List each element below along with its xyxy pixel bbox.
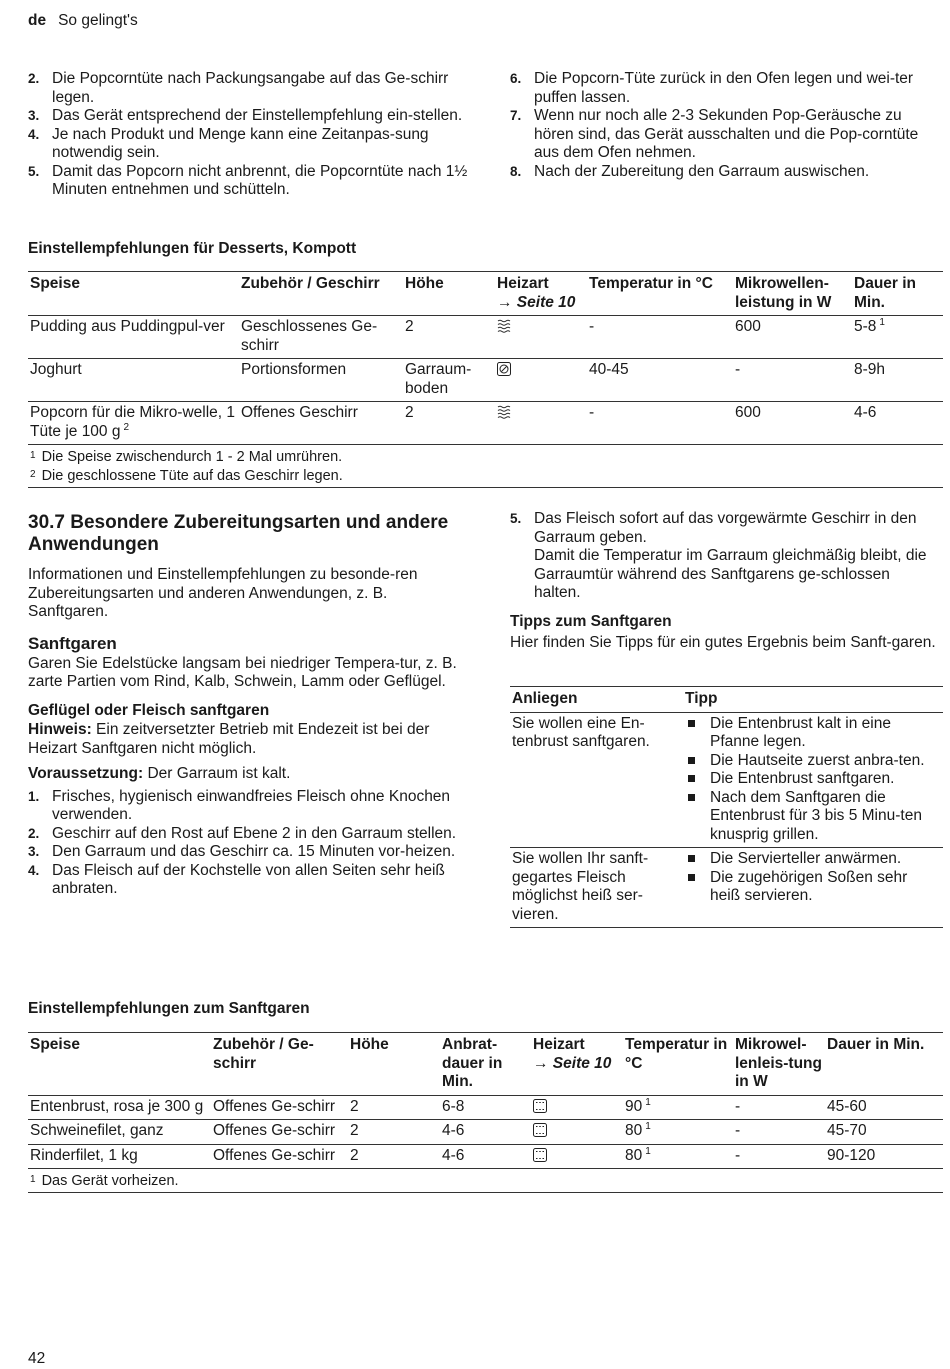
tipps-intro: Hier finden Sie Tipps für ein gutes Ergebnis beim Sanft-garen. <box>510 634 936 651</box>
col-heizart: Heizart → Seite 10 <box>495 272 587 316</box>
page-header <box>28 12 138 31</box>
step-item: 4. Das Fleisch auf der Kochstelle von allen Seiten sehr heiß anbraten. <box>28 861 445 897</box>
col-hoehe: Höhe <box>403 272 495 316</box>
microwave-icon <box>497 405 511 419</box>
footnote-marker: 1 <box>645 1096 651 1108</box>
list-item: Die Hautseite zuerst anbra-ten. <box>685 752 941 771</box>
hinweis: Hinweis: Ein zeitversetzter Betrieb mit Endezeit ist bei der Heizart Sanftgaren nicht möglich. <box>28 721 430 757</box>
table-footnotes <box>28 445 943 488</box>
list-item: Nach dem Sanftgaren die Entenbrust für 3 bis 5 Minu-ten knusprig grillen. <box>685 789 941 845</box>
tipp-list <box>685 715 941 845</box>
table-row: Popcorn für die Mikro-welle, 1 Tüte je 100 g $^2$ Offenes Geschirr 2 - 600 4-6 <box>28 402 943 445</box>
section-30-7 <box>28 512 468 899</box>
page-reference: → Seite 10 <box>533 1054 612 1072</box>
tipps-heading: Tipps zum Sanftgaren <box>510 612 672 630</box>
step-item: 1. Frisches, hygienisch einwandfreies Fleisch ohne Knochen verwenden. <box>28 787 451 823</box>
slow-cook-icon <box>533 1099 547 1113</box>
table-row: Joghurt Portionsformen Garraum-boden 40-45 - 8-9h <box>28 359 943 402</box>
table-row: Sie wollen Ihr sanft-gegartes Fleisch möglichst heiß ser-vieren. Die Servierteller anwärmen. Die zugehörigen Soßen sehr heiß servieren. <box>510 848 943 928</box>
step-item: 3. Das Gerät entsprechend der Einstellempfehlung ein-stellen. <box>28 107 463 124</box>
slow-cook-icon <box>533 1148 547 1162</box>
table-header-row <box>28 1033 943 1096</box>
table-header-row <box>510 687 943 713</box>
col-temperatur: Temperatur in °C <box>587 272 733 316</box>
section-title: 30.7 Besondere Zubereitungsarten und andere Anwendungen <box>28 512 449 555</box>
desserts-table-heading: Einstellempfehlungen für Desserts, Kompott <box>28 240 357 257</box>
col-dauer: Dauer in Min. <box>825 1033 943 1096</box>
footnote-marker: 1 <box>879 317 885 328</box>
footnote: $^1$ Das Gerät vorheizen. <box>30 1173 179 1189</box>
col-mikrowelle: Mikrowellen-leistung in W <box>733 272 852 316</box>
step-item: 8. Nach der Zubereitung den Garraum auswischen. <box>510 162 870 180</box>
footnote-marker: 1 <box>645 1145 651 1157</box>
list-item: Die Servierteller anwärmen. <box>685 850 941 869</box>
slow-cook-icon <box>533 1123 547 1137</box>
table-row: Pudding aus Puddingpul-ver Geschlossenes Ge-schirr 2 - 600 5-8 $^1$ <box>28 316 943 359</box>
table-row: Schweinefilet, ganz Offenes Ge-schirr 2 4-6 80 $^1$ - 45-70 <box>28 1120 943 1145</box>
yogurt-mode-icon <box>497 362 511 376</box>
sanftgaren-steps <box>28 788 468 899</box>
table-row: Rinderfilet, 1 kg Offenes Ge-schirr 2 4-6 80 $^1$ - 90-120 <box>28 1144 943 1169</box>
col-hoehe: Höhe <box>348 1033 440 1096</box>
col-zubehoer: Zubehör / Geschirr <box>239 272 403 316</box>
step-item: 5. Das Fleisch sofort auf das vorgewärmte Geschirr in den Garraum geben. Damit die Temperatur im Garraum gleichmäßig bleibt, die Garraumtür während des Sanftgarens ge-schlossen halten. <box>510 510 927 601</box>
col-anbratdauer: Anbrat-dauer in Min. <box>440 1033 531 1096</box>
tipps-table <box>510 686 943 928</box>
step-item: 7. Wenn nur noch alle 2-3 Sekunden Pop-Geräusche zu hören sind, das Gerät ausschalten und die Pop-corntüte aus dem Ofen nehmen. <box>510 107 919 161</box>
step-item: 5. Damit das Popcorn nicht anbrennt, die Popcorntüte nach 1½ Minuten entnehmen und schütteln. <box>28 162 468 198</box>
popcorn-steps-right <box>510 70 935 181</box>
sanftgaren-steps-continued <box>510 510 940 603</box>
list-item: Die Entenbrust sanftgaren. <box>685 770 941 789</box>
section-30-7-right <box>510 510 940 653</box>
table-header-row <box>28 272 943 316</box>
footnote-marker: 2 <box>123 421 130 433</box>
step-item: 6. Die Popcorn-Tüte zurück in den Ofen legen und wei-ter puffen lassen. <box>510 70 914 106</box>
footnote: $^2$ Die geschlossene Tüte auf das Geschirr legen. <box>30 468 343 484</box>
voraussetzung: Voraussetzung: Der Garraum ist kalt. <box>28 765 291 782</box>
col-mikrowelle: Mikrowel-lenleis-tung in W <box>733 1033 825 1096</box>
footnote: $^1$ Die Speise zwischendurch 1 - 2 Mal umrühren. <box>30 449 343 465</box>
col-zubehoer: Zubehör / Ge-schirr <box>211 1033 348 1096</box>
list-item: Die zugehörigen Soßen sehr heiß servieren. <box>685 869 941 906</box>
sanftgaren-text: Garen Sie Edelstücke langsam bei niedriger Tempera-tur, z. B. zarte Partien vom Rind, Kalb, Schwein, Lamm oder Geflügel. <box>28 654 457 690</box>
step-item: 2. Geschirr auf den Rost auf Ebene 2 in den Garraum stellen. <box>28 824 457 842</box>
list-item: Die Entenbrust kalt in eine Pfanne legen. <box>685 715 941 752</box>
desserts-table <box>28 271 943 488</box>
table-row: Entenbrust, rosa je 300 g Offenes Ge-schirr 2 6-8 90 $^1$ - 45-60 <box>28 1095 943 1120</box>
footnote-marker: 1 <box>645 1121 651 1132</box>
col-speise: Speise <box>28 1033 211 1096</box>
section-intro: Informationen und Einstellempfehlungen zu besonde-ren Zubereitungsarten und anderen Anwendungen, z. B. Sanftgaren. <box>28 566 418 620</box>
col-anliegen: Anliegen <box>510 687 683 713</box>
page-reference: → Seite 10 <box>497 293 576 311</box>
col-speise: Speise <box>28 272 239 316</box>
step-item: 4. Je nach Produkt und Menge kann eine Zeitanpas-sung notwendig sein. <box>28 125 429 161</box>
language-code: de <box>28 12 47 29</box>
sanftgaren-table-heading: Einstellempfehlungen zum Sanftgaren <box>28 1000 310 1017</box>
page-number: 42 <box>28 1350 46 1367</box>
subsection-title: Sanftgaren <box>28 633 117 653</box>
chapter-title: So gelingt's <box>58 12 138 29</box>
table-row: Sie wollen eine En-tenbrust sanftgaren. Die Entenbrust kalt in eine Pfanne legen. Die Hautseite zuerst anbra-ten. Die Entenbrust sanftgaren. Nach dem Sanftgaren die Entenbrust für 3 bis 5 Minu-ten knusprig grillen. <box>510 712 943 848</box>
sanftgaren-table <box>28 1032 943 1193</box>
table-footnotes <box>28 1169 943 1193</box>
microwave-icon <box>497 319 511 333</box>
subsubsection-title: Geflügel oder Fleisch sanftgaren <box>28 701 270 719</box>
col-heizart: Heizart → Seite 10 <box>531 1033 623 1096</box>
col-temperatur: Temperatur in °C <box>623 1033 733 1096</box>
step-item: 3. Den Garraum und das Geschirr ca. 15 Minuten vor-heizen. <box>28 843 456 860</box>
step-item: 2. Die Popcorntüte nach Packungsangabe auf das Ge-schirr legen. <box>28 70 449 106</box>
col-dauer: Dauer in Min. <box>852 272 943 316</box>
tipp-list <box>685 850 941 906</box>
col-tipp: Tipp <box>683 687 943 713</box>
popcorn-steps-left <box>28 70 468 200</box>
